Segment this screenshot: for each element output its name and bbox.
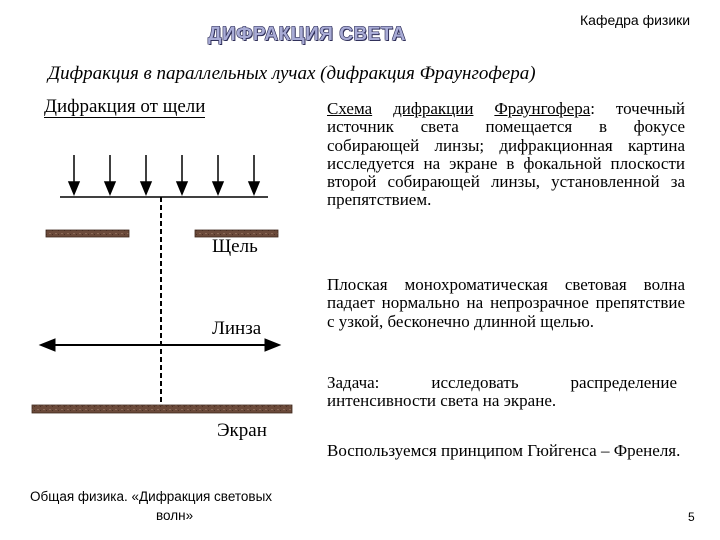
scheme-word-3: Фраунгофера bbox=[494, 99, 591, 118]
paragraph-plane-wave: Плоская монохроматическая световая волна падает нормально на непрозрачное препятствие с узкой, бесконечно длинной щелью. bbox=[327, 275, 685, 331]
paragraph-huygens: Воспользуемся принципом Гюйгенса – Френеля. bbox=[327, 441, 681, 460]
incident-rays bbox=[69, 155, 259, 194]
ray-arrow bbox=[249, 155, 259, 194]
page-number: 5 bbox=[688, 510, 695, 524]
footer-line-2: волн» bbox=[156, 508, 194, 523]
scheme-colon: : bbox=[590, 99, 595, 118]
footer-course bbox=[30, 487, 272, 525]
scheme-description: точечный источник света помещается в фокусе собирающей линзы; дифракционная картина исследуется на экране в фокальной плоскости второй собирающей линзы, установленной за препятствием. bbox=[327, 99, 686, 210]
screen-bar bbox=[32, 405, 292, 413]
ray-arrow bbox=[177, 155, 187, 194]
slide-subtitle: Дифракция в параллельных лучах (дифракция Фраунгофера) bbox=[48, 63, 536, 84]
department-label: Кафедра физики bbox=[580, 12, 691, 28]
ray-arrow bbox=[105, 155, 115, 194]
ray-arrow bbox=[69, 155, 79, 194]
scheme-word-2: дифракции bbox=[393, 99, 474, 118]
scheme-word-1: Схема bbox=[327, 99, 373, 118]
lens-label: Линза bbox=[212, 318, 262, 339]
ray-arrow bbox=[213, 155, 223, 194]
ray-arrow bbox=[141, 155, 151, 194]
slit-barrier-left bbox=[46, 230, 129, 237]
footer-line-1: Общая физика. «Дифракция световых bbox=[30, 489, 273, 504]
paragraph-fraunhofer-scheme bbox=[327, 100, 685, 210]
slide-title: ДИФРАКЦИЯ СВЕТА bbox=[208, 24, 406, 45]
screen-label: Экран bbox=[217, 420, 267, 441]
slit-label: Щель bbox=[212, 236, 258, 257]
diagram-heading: Дифракция от щели bbox=[44, 96, 206, 117]
paragraph-task: Задача: исследовать распределение интенсивности света на экране. bbox=[327, 373, 677, 411]
